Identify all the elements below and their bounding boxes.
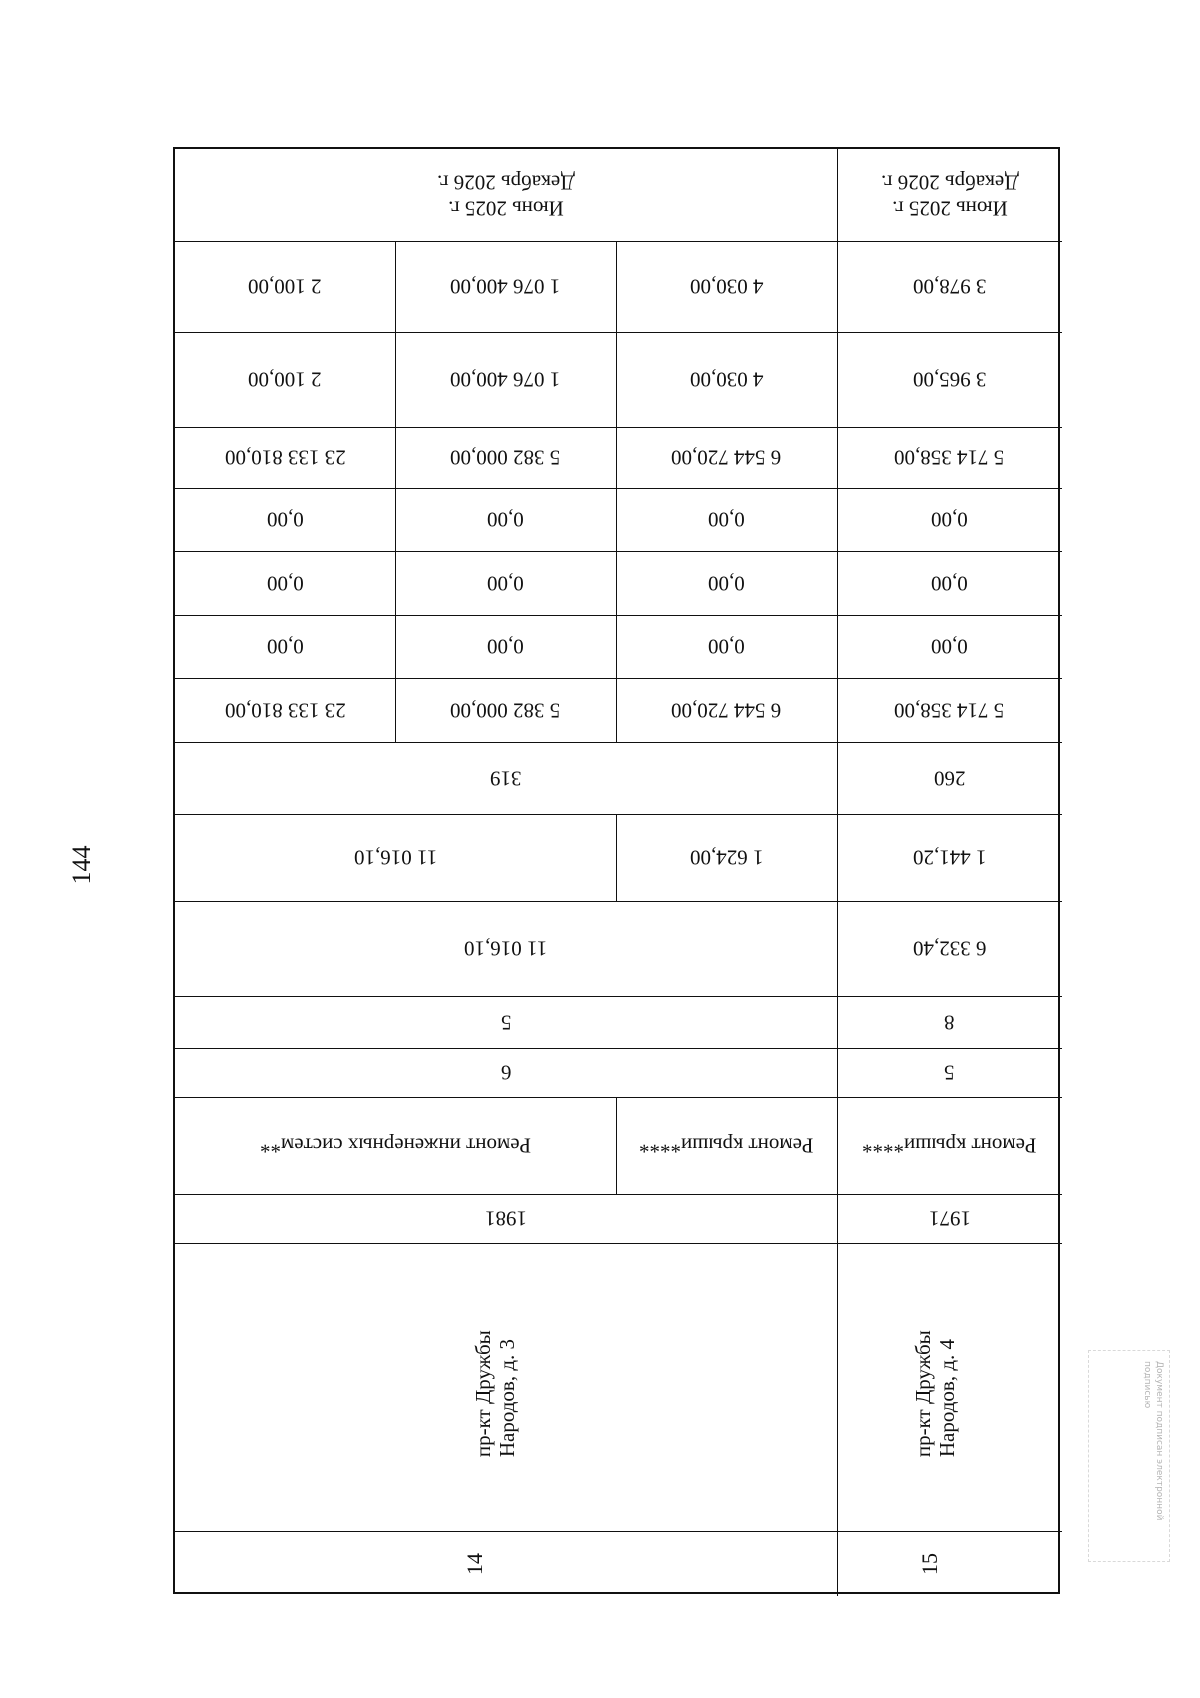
row-number-14: 14 [462, 1552, 487, 1575]
rotated-table: Июнь 2025 г. Декабрь 2026 г. Июнь 2025 г. Декабрь 2026 г. 2 100,00 1 076 400,00 4 030,00 3 978,00 2 100,00 1 076 400,00 4 030,00 3 965,00 23 133 810,00 5 382 000,00 6 544 720,00 5 714 358,00 0,00 0,00 0,00 0,00 0,00 0,00 0,00 0,00 0,00 0,00 0,00 0,00 23 133 810,00 5 382 000,00 6 544 720,00 5 714 358,00 319 260 11 016,10 1 624,00 1 441,20 11 016,10 6 332,40 5 8 6 5 Ремонт инженерных систем** Ремонт крыши**** Ремонт крыши**** 1981 1971 пр-кт Дружбы Народов, д. 3 пр-кт Дружбы Народов, д. 4 14 15 [173, 147, 1060, 1594]
address-15: пр-кт Дружбы Народов, д. 4 [910, 1330, 959, 1457]
period-cell-15: Июнь 2025 г. Декабрь 2026 г. [880, 170, 1019, 221]
year-14: 1981 [485, 1206, 527, 1231]
work-type-15: Ремонт крыши**** [862, 1133, 1037, 1158]
signature-stamp: Документ подписан электронной подписью [1088, 1350, 1170, 1562]
year-15: 1971 [928, 1206, 971, 1231]
address-14: пр-кт Дружбы Народов, д. 3 [470, 1330, 519, 1457]
work-type-14b: Ремонт крыши**** [639, 1133, 814, 1158]
period-cell-14: Июнь 2025 г. Декабрь 2026 г. [437, 170, 575, 221]
work-type-14a: Ремонт инженерных систем** [259, 1133, 532, 1158]
page-number: 144 [67, 845, 96, 885]
row-number-15: 15 [917, 1552, 942, 1575]
